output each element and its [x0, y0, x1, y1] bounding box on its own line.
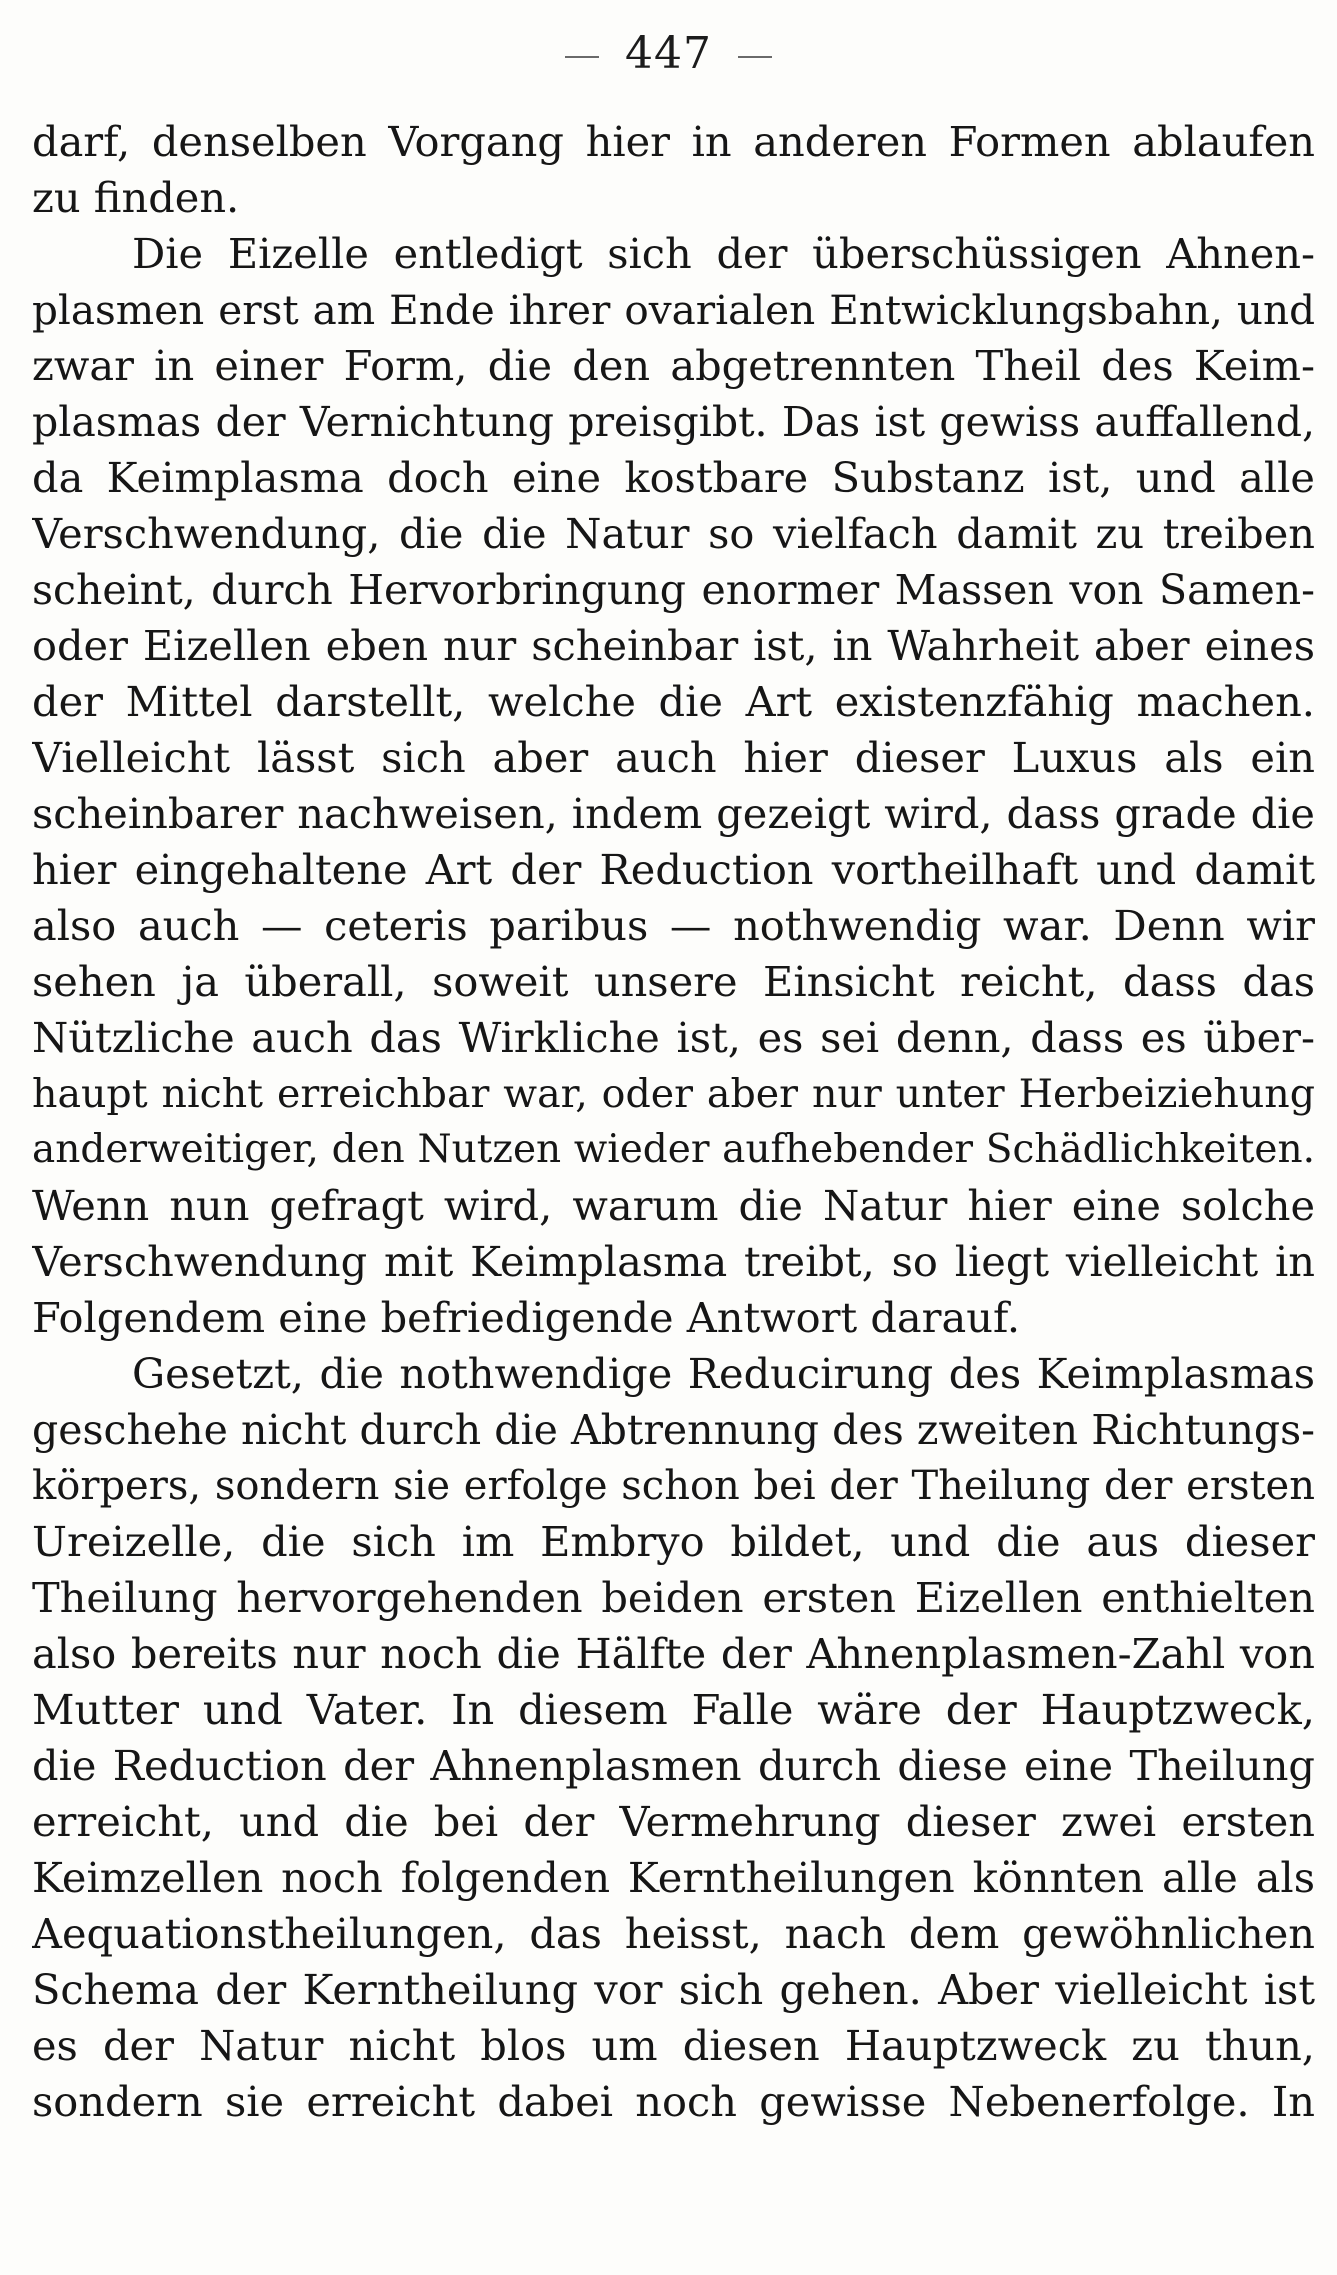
text-line: körpers, sondern sie erfolge schon bei der Theilung der ersten	[32, 1463, 1315, 1509]
text-line: plasmas der Vernichtung preisgibt. Das ist gewiss auffallend,	[32, 398, 1315, 446]
text-line: oder Eizellen eben nur scheinbar ist, in Wahrheit aber eines	[32, 621, 1315, 670]
text-line: Mutter und Vater. In diesem Falle wäre der Hauptzweck,	[32, 1685, 1315, 1734]
text-line: anderweitiger, den Nutzen wieder aufhebender Schädlichkeiten.	[32, 1127, 1315, 1172]
text-line: sondern sie erreicht dabei noch gewisse Nebenerfolge. In	[32, 2077, 1315, 2126]
text-line: sehen ja überall, soweit unsere Einsicht reicht, dass das	[32, 957, 1315, 1006]
page-header	[0, 26, 1337, 82]
text-line: Schema der Kerntheilung vor sich gehen. Aber vielleicht ist	[32, 1965, 1315, 2014]
text-line: scheint, durch Hervorbringung enormer Massen von Samen-	[32, 566, 1315, 614]
text-line: Die Eizelle entledigt sich der überschüssigen Ahnen-	[132, 229, 1315, 278]
text-line: Theilung hervorgehenden beiden ersten Eizellen enthielten	[32, 1573, 1315, 1622]
text-line: Verschwendung mit Keimplasma treibt, so liegt vielleicht in	[32, 1237, 1315, 1286]
text-line: also auch — ceteris paribus — nothwendig war. Denn wir	[32, 901, 1315, 950]
text-line: Nützliche auch das Wirkliche ist, es sei denn, dass es über-	[32, 1013, 1315, 1062]
text-line: darf, denselben Vorgang hier in anderen Formen ablaufen	[32, 117, 1315, 166]
text-line: Verschwendung, die die Natur so vielfach damit zu treiben	[32, 509, 1315, 558]
text-line: geschehe nicht durch die Abtrennung des zweiten Richtungs-	[32, 1406, 1315, 1454]
text-line: Gesetzt, die nothwendige Reducirung des Keimplasmas	[132, 1349, 1315, 1398]
text-line: Keimzellen noch folgenden Kerntheilungen könnten alle als	[32, 1853, 1315, 1902]
text-line: hier eingehaltene Art der Reduction vortheilhaft und damit	[32, 845, 1315, 894]
text-line: haupt nicht erreichbar war, oder aber nur unter Herbeiziehung	[32, 1071, 1315, 1117]
text-line: Aequationstheilungen, das heisst, nach dem gewöhnlichen	[32, 1909, 1315, 1958]
text-line: erreicht, und die bei der Vermehrung dieser zwei ersten	[32, 1797, 1315, 1846]
text-line: Ureizelle, die sich im Embryo bildet, und die aus dieser	[32, 1517, 1315, 1566]
text-line: der Mittel darstellt, welche die Art existenzfähig machen.	[32, 677, 1315, 726]
text-line: Vielleicht lässt sich aber auch hier dieser Luxus als ein	[32, 733, 1315, 782]
text-line: scheinbarer nachweisen, indem gezeigt wird, dass grade die	[32, 789, 1315, 838]
header-dash-left	[565, 56, 599, 58]
page-number: 447	[625, 28, 712, 79]
text-line: also bereits nur noch die Hälfte der Ahnenplasmen-Zahl von	[32, 1629, 1315, 1678]
text-line: Folgendem eine befriedigende Antwort darauf.	[32, 1293, 1021, 1342]
text-line: zu finden.	[32, 173, 240, 222]
text-line: plasmen erst am Ende ihrer ovarialen Entwicklungsbahn, und	[32, 286, 1315, 334]
text-line: es der Natur nicht blos um diesen Hauptzweck zu thun,	[32, 2021, 1315, 2070]
text-line: zwar in einer Form, die den abgetrennten Theil des Keim-	[32, 341, 1315, 390]
header-dash-right	[738, 56, 772, 58]
text-line: Wenn nun gefragt wird, warum die Natur hier eine solche	[32, 1181, 1315, 1230]
text-line: da Keimplasma doch eine kostbare Substanz ist, und alle	[32, 453, 1315, 502]
text-line: die Reduction der Ahnenplasmen durch diese eine Theilung	[32, 1741, 1315, 1790]
body-text	[32, 114, 1315, 2130]
